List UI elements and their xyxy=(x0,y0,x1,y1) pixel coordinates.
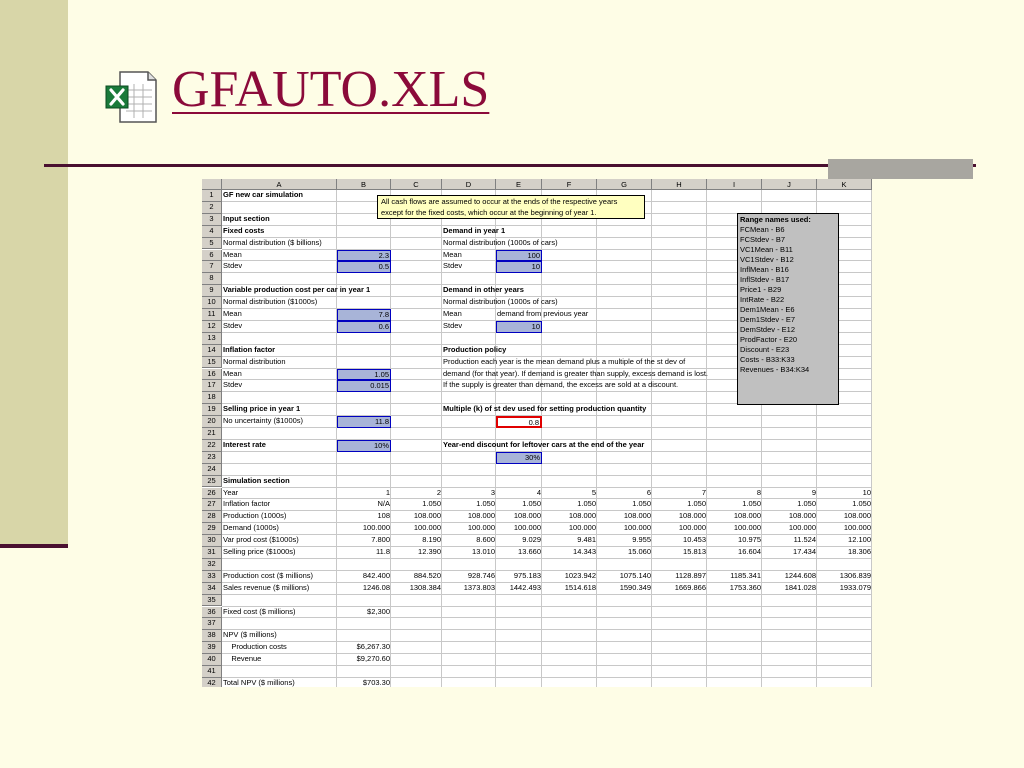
cell-b28[interactable]: 108 xyxy=(377,511,390,521)
cell-e29[interactable]: 100.000 xyxy=(513,523,541,533)
range-name-item: DemStdev - E12 xyxy=(740,325,796,334)
cell-a22[interactable]: Interest rate xyxy=(223,439,266,449)
range-name-item: InflMean - B16 xyxy=(740,265,789,274)
cell-f34[interactable]: 1514.618 xyxy=(564,582,596,592)
cell-a14[interactable]: Inflation factor xyxy=(223,344,276,354)
cell-f33[interactable]: 1023.942 xyxy=(564,570,596,580)
cell-a28[interactable]: Production (1000s) xyxy=(223,511,287,521)
row-header[interactable]: 30 xyxy=(202,535,222,547)
cell-e28[interactable]: 108.000 xyxy=(513,511,541,521)
row-header[interactable]: 15 xyxy=(202,357,222,369)
cell-j29[interactable]: 100.000 xyxy=(788,523,816,533)
cell-d10[interactable]: Normal distribution (1000s of cars) xyxy=(443,297,558,307)
cell-a10[interactable]: Normal distribution ($1000s) xyxy=(223,297,318,307)
cell-e31[interactable]: 13.660 xyxy=(518,547,541,556)
cell-a12[interactable]: Stdev xyxy=(223,320,243,330)
row-header[interactable]: 17 xyxy=(202,380,222,392)
cell-g31[interactable]: 15.060 xyxy=(628,547,651,556)
cell-k33[interactable]: 1306.839 xyxy=(839,570,871,580)
cell-d11[interactable]: Mean xyxy=(443,309,462,318)
row-header[interactable]: 6 xyxy=(202,250,222,262)
column-header[interactable]: H xyxy=(652,179,707,190)
cell-e6[interactable]: 100 xyxy=(496,250,542,262)
cell-a16[interactable]: Mean xyxy=(223,368,242,378)
cell-a3[interactable]: Input section xyxy=(223,213,270,223)
cell-i34[interactable]: 1753.360 xyxy=(729,582,761,592)
cell-k29[interactable]: 100.000 xyxy=(843,523,871,533)
cell-k30[interactable]: 12.100 xyxy=(848,535,871,545)
cell-a31[interactable]: Selling price ($1000s) xyxy=(223,547,296,556)
row-header[interactable]: 40 xyxy=(202,654,222,666)
left-accent-bar xyxy=(0,0,68,548)
range-name-item: Price1 - B29 xyxy=(740,285,782,294)
cell-e11[interactable]: demand from previous year xyxy=(497,309,589,318)
cell-g34[interactable]: 1590.349 xyxy=(619,582,651,592)
cell-d31[interactable]: 13.010 xyxy=(472,547,495,556)
row-header[interactable]: 10 xyxy=(202,297,222,309)
left-accent-line xyxy=(0,544,68,548)
range-name-item: IntRate - B22 xyxy=(740,295,785,304)
row-header[interactable]: 23 xyxy=(202,452,222,464)
grid-line xyxy=(222,641,872,642)
row-header[interactable]: 21 xyxy=(202,428,222,440)
cell-a19[interactable]: Selling price in year 1 xyxy=(223,404,301,414)
cell-a7[interactable]: Stdev xyxy=(223,261,243,271)
row-header[interactable]: 39 xyxy=(202,642,222,654)
column-header[interactable]: A xyxy=(222,179,337,190)
cell-i31[interactable]: 16.604 xyxy=(738,547,761,556)
row-header[interactable]: 20 xyxy=(202,416,222,428)
range-names-box xyxy=(737,213,839,405)
cell-a1[interactable]: GF new car simulation xyxy=(223,190,304,199)
cell-b29[interactable]: 100.000 xyxy=(362,523,390,533)
row-header[interactable]: 38 xyxy=(202,630,222,642)
row-header[interactable]: 33 xyxy=(202,571,222,583)
cell-f26[interactable]: 5 xyxy=(591,487,596,497)
cell-j28[interactable]: 108.000 xyxy=(788,511,816,521)
range-name-item: VC1Stdev - B12 xyxy=(740,255,794,264)
cell-k27[interactable]: 1.050 xyxy=(852,499,871,509)
grid-line xyxy=(222,617,872,618)
grid-line xyxy=(222,427,872,428)
row-header[interactable]: 22 xyxy=(202,440,222,452)
cell-c26[interactable]: 2 xyxy=(436,487,441,497)
cell-d6[interactable]: Mean xyxy=(443,249,462,259)
cell-e30[interactable]: 9.029 xyxy=(522,535,541,545)
cell-j27[interactable]: 1.050 xyxy=(797,499,816,509)
cell-b33[interactable]: 842.400 xyxy=(362,570,390,580)
cell-b27[interactable]: N/A xyxy=(377,499,390,509)
column-header[interactable]: G xyxy=(597,179,652,190)
cell-k28[interactable]: 108.000 xyxy=(843,511,871,521)
grid-line xyxy=(222,463,872,464)
cell-b42[interactable]: $703.30 xyxy=(362,677,390,687)
cell-e12[interactable]: 10 xyxy=(496,321,542,333)
cell-j26[interactable]: 9 xyxy=(811,487,816,497)
cell-b30[interactable]: 7.800 xyxy=(371,535,390,545)
cell-d9[interactable]: Demand in other years xyxy=(443,285,524,295)
cell-d15[interactable]: Production each year is the mean demand plus a multiple of the st dev of xyxy=(443,356,686,366)
cell-b34[interactable]: 1246.08 xyxy=(362,582,390,592)
row-header[interactable]: 32 xyxy=(202,559,222,571)
cell-comment-note xyxy=(377,195,645,219)
grid-line xyxy=(222,475,872,476)
row-header[interactable]: 27 xyxy=(202,499,222,511)
cell-d33[interactable]: 928.746 xyxy=(467,570,495,580)
range-name-item: FCMean - B6 xyxy=(740,225,785,234)
cell-i33[interactable]: 1185.341 xyxy=(730,570,761,580)
cell-h30[interactable]: 10.453 xyxy=(683,535,706,545)
range-name-item: InflStdev - B17 xyxy=(740,275,790,284)
cell-d17[interactable]: If the supply is greater than demand, the excess are sold at a discount. xyxy=(443,380,679,390)
cell-d4[interactable]: Demand in year 1 xyxy=(443,225,506,235)
row-header[interactable]: 5 xyxy=(202,238,222,250)
row-header[interactable]: 12 xyxy=(202,321,222,333)
cell-g33[interactable]: 1075.140 xyxy=(619,570,651,580)
cell-c27[interactable]: 1.050 xyxy=(422,499,441,509)
cell-d28[interactable]: 108.000 xyxy=(467,511,495,521)
column-header[interactable]: B xyxy=(337,179,391,190)
cell-f31[interactable]: 14.343 xyxy=(573,547,596,556)
range-name-item: Revenues - B34:K34 xyxy=(740,365,810,374)
cell-d5[interactable]: Normal distribution (1000s of cars) xyxy=(443,237,558,247)
cell-b17[interactable]: 0.015 xyxy=(337,380,391,392)
column-header[interactable]: F xyxy=(542,179,597,190)
excel-file-icon xyxy=(104,68,160,126)
cell-j31[interactable]: 17.434 xyxy=(793,547,816,556)
cell-a39[interactable]: Production costs xyxy=(223,642,287,652)
range-names-title: Range names used: xyxy=(740,215,811,224)
cell-c33[interactable]: 884.520 xyxy=(413,570,441,580)
cell-a34[interactable]: Sales revenue ($ millions) xyxy=(223,582,310,592)
comment-line-1: All cash flows are assumed to occur at the ends of the respective years xyxy=(381,197,618,206)
row-header[interactable]: 34 xyxy=(202,583,222,595)
row-header[interactable]: 8 xyxy=(202,273,222,285)
row-header[interactable]: 4 xyxy=(202,226,222,238)
cell-f27[interactable]: 1.050 xyxy=(577,499,596,509)
cell-a11[interactable]: Mean xyxy=(223,309,242,318)
cell-h34[interactable]: 1669.866 xyxy=(674,582,706,592)
cell-b16[interactable]: 1.05 xyxy=(337,369,391,381)
cell-a9[interactable]: Variable production cost per car in year 1 xyxy=(223,285,371,295)
column-header[interactable]: C xyxy=(391,179,442,190)
cell-e34[interactable]: 1442.493 xyxy=(509,582,541,592)
cell-c28[interactable]: 108.000 xyxy=(413,511,441,521)
grid-line xyxy=(222,653,872,654)
row-header[interactable]: 3 xyxy=(202,214,222,226)
row-header[interactable]: 29 xyxy=(202,523,222,535)
cell-a25[interactable]: Simulation section xyxy=(223,475,290,485)
cell-c29[interactable]: 100.000 xyxy=(413,523,441,533)
cell-b26[interactable]: 1 xyxy=(385,487,390,497)
cell-a4[interactable]: Fixed costs xyxy=(223,225,265,235)
cell-a33[interactable]: Production cost ($ millions) xyxy=(223,570,314,580)
range-name-item: ProdFactor - E20 xyxy=(740,335,798,344)
cell-f29[interactable]: 100.000 xyxy=(568,523,596,533)
select-all-corner[interactable] xyxy=(202,179,222,190)
cell-d30[interactable]: 8.600 xyxy=(476,535,495,545)
row-header[interactable]: 25 xyxy=(202,476,222,488)
cell-i30[interactable]: 10.975 xyxy=(738,535,761,545)
row-header[interactable]: 18 xyxy=(202,392,222,404)
cell-k26[interactable]: 10 xyxy=(862,487,871,497)
cell-h31[interactable]: 15.813 xyxy=(683,547,706,556)
row-header[interactable]: 9 xyxy=(202,285,222,297)
row-header[interactable]: 13 xyxy=(202,333,222,345)
cell-a29[interactable]: Demand (1000s) xyxy=(223,523,279,533)
cell-d7[interactable]: Stdev xyxy=(443,261,463,271)
comment-line-2: except for the fixed costs, which occur at the beginning of year 1. xyxy=(381,208,597,217)
range-name-item: Discount - E23 xyxy=(740,345,790,354)
cell-a5[interactable]: Normal distribution ($ billions) xyxy=(223,237,322,247)
cell-g28[interactable]: 108.000 xyxy=(623,511,651,521)
cell-d26[interactable]: 3 xyxy=(490,487,495,497)
row-header[interactable]: 36 xyxy=(202,607,222,619)
cell-a6[interactable]: Mean xyxy=(223,249,242,259)
cell-e27[interactable]: 1.050 xyxy=(522,499,541,509)
grid-line xyxy=(222,677,872,678)
cell-b40[interactable]: $9,270.60 xyxy=(356,654,390,664)
cell-e33[interactable]: 975.183 xyxy=(513,570,541,580)
cell-j33[interactable]: 1244.608 xyxy=(784,570,816,580)
row-header[interactable]: 37 xyxy=(202,618,222,630)
cell-d19[interactable]: Multiple (k) of st dev used for setting production quantity xyxy=(443,404,647,414)
cell-a42[interactable]: Total NPV ($ millions) xyxy=(223,677,295,687)
title-divider-bar xyxy=(828,159,973,179)
cell-b12[interactable]: 0.6 xyxy=(337,321,391,333)
cell-b39[interactable]: $6,267.30 xyxy=(356,642,390,652)
cell-d12[interactable]: Stdev xyxy=(443,320,463,330)
cell-a26[interactable]: Year xyxy=(223,487,239,497)
cell-a40[interactable]: Revenue xyxy=(223,654,262,664)
row-header[interactable]: 26 xyxy=(202,488,222,500)
cell-d22[interactable]: Year-end discount for leftover cars at the end of the year xyxy=(443,439,645,449)
cell-b6[interactable]: 2.3 xyxy=(337,250,391,262)
cell-e26[interactable]: 4 xyxy=(536,487,541,497)
cell-f30[interactable]: 9.481 xyxy=(577,535,596,545)
cell-e20[interactable]: 0.8 xyxy=(496,416,542,428)
row-header[interactable]: 19 xyxy=(202,404,222,416)
cell-h33[interactable]: 1128.897 xyxy=(675,570,706,580)
row-header[interactable]: 35 xyxy=(202,595,222,607)
cell-a38[interactable]: NPV ($ millions) xyxy=(223,630,277,640)
row-header[interactable]: 16 xyxy=(202,369,222,381)
range-name-item: Dem1Stdev - E7 xyxy=(740,315,796,324)
cell-e23[interactable]: 30% xyxy=(496,452,542,464)
cell-j30[interactable]: 11.524 xyxy=(793,535,816,545)
cell-g30[interactable]: 9.955 xyxy=(632,535,651,545)
cell-g27[interactable]: 1.050 xyxy=(632,499,651,509)
cell-k31[interactable]: 18.306 xyxy=(848,547,871,556)
row-header[interactable]: 2 xyxy=(202,202,222,214)
cell-b36[interactable]: $2,300 xyxy=(367,606,390,616)
cell-i29[interactable]: 100.000 xyxy=(733,523,761,533)
cell-b22[interactable]: 10% xyxy=(337,440,391,452)
cell-d14[interactable]: Production policy xyxy=(443,344,507,354)
column-header[interactable]: I xyxy=(707,179,762,190)
cell-c31[interactable]: 12.390 xyxy=(418,547,441,556)
grid-line xyxy=(222,629,872,630)
cell-h28[interactable]: 108.000 xyxy=(678,511,706,521)
column-header[interactable]: E xyxy=(496,179,542,190)
cell-j34[interactable]: 1841.028 xyxy=(784,582,816,592)
cell-d29[interactable]: 100.000 xyxy=(467,523,495,533)
range-name-item: Costs - B33:K33 xyxy=(740,355,795,364)
cell-b11[interactable]: 7.8 xyxy=(337,309,391,321)
cell-g26[interactable]: 6 xyxy=(646,487,651,497)
row-header[interactable]: 31 xyxy=(202,547,222,559)
grid-line xyxy=(222,606,872,607)
cell-d34[interactable]: 1373.803 xyxy=(463,582,495,592)
spreadsheet xyxy=(202,179,872,687)
cell-d27[interactable]: 1.050 xyxy=(476,499,495,509)
range-name-item: Dem1Mean - E6 xyxy=(740,305,795,314)
cell-c34[interactable]: 1308.384 xyxy=(409,582,441,592)
cell-f28[interactable]: 108.000 xyxy=(568,511,596,521)
range-name-item: FCStdev - B7 xyxy=(740,235,786,244)
cell-b7[interactable]: 0.5 xyxy=(337,261,391,273)
cell-d16[interactable]: demand (for that year). If demand is greater than supply, excess demand is lost. xyxy=(443,368,708,378)
cell-e7[interactable]: 10 xyxy=(496,261,542,273)
row-header[interactable]: 7 xyxy=(202,261,222,273)
cell-a27[interactable]: Inflation factor xyxy=(223,499,271,509)
row-header[interactable]: 14 xyxy=(202,345,222,357)
column-header[interactable]: J xyxy=(762,179,817,190)
cell-b20[interactable]: 11.8 xyxy=(337,416,391,428)
cell-k34[interactable]: 1933.079 xyxy=(839,582,871,592)
row-header[interactable]: 11 xyxy=(202,309,222,321)
row-header[interactable]: 28 xyxy=(202,511,222,523)
cell-b31[interactable]: 11.8 xyxy=(375,547,390,556)
slide-title: GFAUTO.XLS xyxy=(172,61,490,118)
cell-a30[interactable]: Var prod cost ($1000s) xyxy=(223,535,299,545)
row-header[interactable]: 24 xyxy=(202,464,222,476)
column-header[interactable]: K xyxy=(817,179,872,190)
cell-h27[interactable]: 1.050 xyxy=(687,499,706,509)
column-header[interactable]: D xyxy=(442,179,496,190)
range-name-item: VC1Mean - B11 xyxy=(740,245,793,254)
cell-i27[interactable]: 1.050 xyxy=(742,499,761,509)
row-header[interactable]: 1 xyxy=(202,190,222,202)
cell-g29[interactable]: 100.000 xyxy=(623,523,651,533)
row-header[interactable]: 41 xyxy=(202,666,222,678)
cell-a36[interactable]: Fixed cost ($ millions) xyxy=(223,606,296,616)
cell-h26[interactable]: 7 xyxy=(701,487,706,497)
cell-i26[interactable]: 8 xyxy=(756,487,761,497)
cell-c30[interactable]: 8.190 xyxy=(422,535,441,545)
cell-a17[interactable]: Stdev xyxy=(223,380,243,390)
grid-line xyxy=(222,665,872,666)
cell-h29[interactable]: 100.000 xyxy=(678,523,706,533)
cell-a20[interactable]: No uncertainty ($1000s) xyxy=(223,416,304,426)
cell-i28[interactable]: 108.000 xyxy=(733,511,761,521)
row-header[interactable]: 42 xyxy=(202,678,222,687)
cell-a15[interactable]: Normal distribution xyxy=(223,356,286,366)
